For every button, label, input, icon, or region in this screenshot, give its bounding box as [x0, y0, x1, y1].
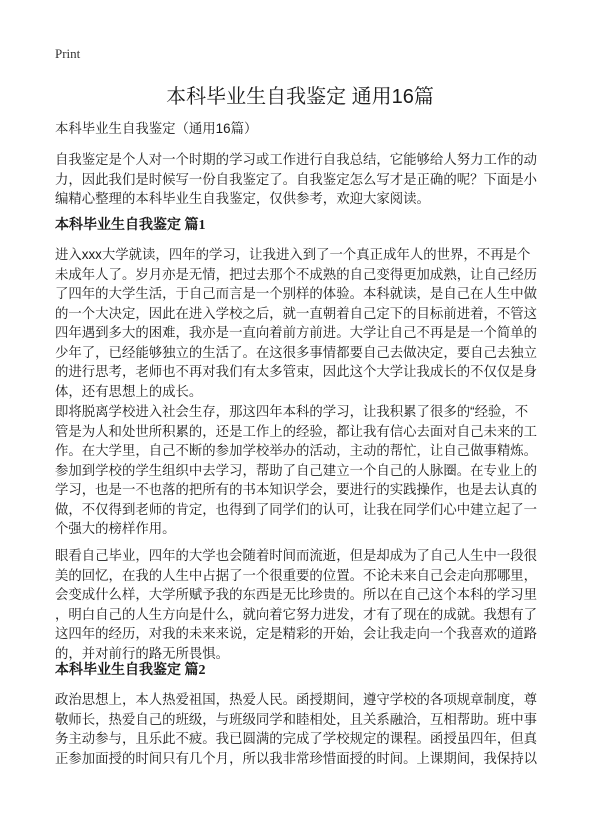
paragraph-line: 个强大的榜样作用。: [55, 521, 176, 536]
paragraph-line: 自我鉴定是个人对一个时期的学习或工作进行自我总结，它能够给人努力工作的动: [55, 152, 538, 167]
paragraph-line: 力，因此我们是时候写一份自我鉴定了。自我鉴定怎么写才是正确的呢？下面是小: [55, 171, 538, 187]
paragraph-line: 的进行思考，老师也不再对我们有太多管束，因此这个大学让我成长的不仅仅是身: [55, 364, 538, 379]
paragraph-line: 敬师长，热爱自己的班级，与班级同学和睦相处，且关系融洽，互相帮助。班中事: [55, 711, 538, 727]
subtitle: 本科毕业生自我鉴定（通用16篇）: [55, 121, 258, 136]
paragraph-line: 编精心整理的本科毕业生自我鉴定，仅供参考，欢迎大家阅读。: [55, 191, 430, 206]
print-link[interactable]: Print: [55, 46, 81, 61]
paragraph-line: 政治思想上，本人热爱祖国，热爱人民。函授期间，遵守学校的各项规章制度，尊: [55, 692, 538, 707]
section2-heading: 本科毕业生自我鉴定 篇2: [55, 663, 206, 678]
paragraph-line: 体，还有思想上的成长。: [55, 383, 203, 399]
section1-heading: 本科毕业生自我鉴定 篇1: [55, 218, 206, 233]
paragraph-line: 四年遇到多大的困难，我亦是一直向着前方前进。大学让自己不再是是一个简单的: [55, 325, 538, 340]
paragraph-line: 正参加面授的时间只有几个月，所以我非常珍惜面授的时间。上课期间，我保持以: [55, 750, 538, 766]
intro-paragraph: [55, 150, 555, 209]
paragraph-line: 这四年的经历，对我的未来来说，定是精彩的开始，会让我走向一个我喜欢的道路: [55, 626, 538, 641]
paragraph-line: 的一个大决定，因此在进入学校之后，就一直朝着自己定下的目标前进着，不管这: [55, 305, 538, 321]
section2-heading-block: [55, 659, 555, 679]
page-title: 本科毕业生自我鉴定 通用16篇: [166, 86, 434, 108]
paragraph-line: 作。在大学里，自己不断的参加学校举办的活动，主动的帮忙，让自己做事精炼。: [55, 443, 538, 458]
paragraph-line: 做，不仅得到老师的肯定，也得到了同学们的认可，让我在同学们心中建立起了一: [55, 501, 538, 517]
paragraph-line: 少年了，已经能够独立的生活了。在这很多事情都要自己去做决定，要自己去独立: [55, 344, 538, 360]
paragraph-line: 务主动参与，且乐此不疲。我已圆满的完成了学校规定的课程。函授虽四年，但真: [55, 731, 538, 746]
subtitle-block: [55, 119, 555, 139]
section1-heading-block: [55, 214, 555, 234]
paragraph-line: 进入xxx大学就读，四年的学习，让我进入到了一个真正成年人的世界，不再是个: [55, 247, 531, 262]
section1-paragraph-2: [55, 402, 555, 539]
paragraph-line: 眼看自己毕业，四年的大学也会随着时间而流逝，但是却成为了自己人生中一段很: [55, 548, 538, 563]
section1-paragraph-3: [55, 546, 555, 663]
paragraph-line: 会变成什么样，大学所赋予我的东西是无比珍贵的。所以在自己这个本科的学习里: [55, 587, 538, 602]
paragraph-line: 未成年人了。岁月亦是无情，把过去那个不成熟的自己变得更加成熟，让自己经历: [55, 266, 538, 282]
paragraph-line: 即将脱离学校进入社会生存，那这四年本科的学习，让我积累了很多的“经验，不: [55, 404, 529, 419]
paragraph-line: 学习，也是一不也落的把所有的书本知识学会，要进行的实践操作，也是去认真的: [55, 482, 538, 497]
paragraph-line: 参加到学校的学生组织中去学习，帮助了自己建立一个自己的人脉圈。在专业上的: [55, 462, 538, 478]
paragraph-line: 了四年的大学生活，于自己而言是一个别样的体验。本科就读，是自己在人生中做: [55, 286, 538, 301]
paragraph-line: 的，并对前行的路无所畏惧。: [55, 645, 230, 661]
paragraph-line: 管是为人和处世所积累的，还是工作上的经验，都让我有信心去面对自己未来的工: [55, 423, 538, 439]
section2-paragraph-1: [55, 690, 555, 768]
paragraph-line: ，明白自己的人生方向是什么，就向着它努力进发，才有了现在的成就。我想有了: [55, 606, 538, 622]
paragraph-line: 美的回忆，在我的人生中占据了一个很重要的位置。不论未来自己会走向那哪里，: [55, 567, 538, 583]
section1-paragraph-1: [55, 245, 555, 401]
